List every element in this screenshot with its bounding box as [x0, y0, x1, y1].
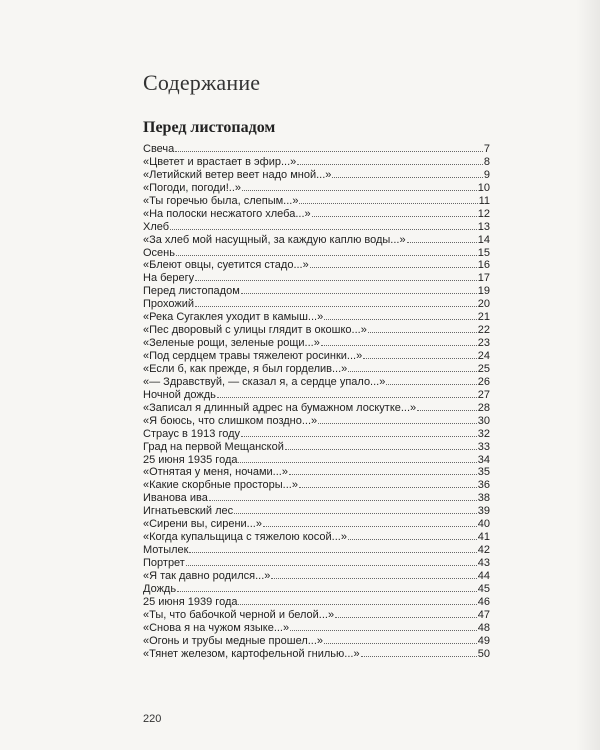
toc-entry-title: «Отнятая у меня, ночами...» — [143, 466, 288, 479]
dot-leader — [368, 324, 477, 333]
toc-entry-page: 46 — [477, 595, 490, 608]
toc-entry-title: Мотылек — [143, 544, 189, 557]
toc-entry[interactable] — [143, 363, 490, 376]
dot-leader — [186, 557, 477, 566]
toc-entry-page: 23 — [477, 337, 490, 350]
dot-leader — [177, 583, 477, 592]
toc-entry[interactable] — [143, 466, 490, 479]
toc-entry[interactable] — [143, 195, 490, 208]
toc-entry[interactable] — [143, 156, 490, 169]
dot-leader — [238, 454, 476, 463]
dot-leader — [332, 169, 482, 178]
toc-entry-page: 20 — [477, 298, 490, 311]
toc-entry-page: 25 — [477, 362, 490, 375]
page-number: 220 — [143, 713, 162, 725]
dot-leader — [238, 596, 476, 605]
toc-entry[interactable] — [143, 272, 490, 285]
toc-entry[interactable] — [143, 479, 490, 492]
dot-leader — [175, 143, 483, 152]
toc-entry[interactable] — [143, 428, 490, 441]
dot-leader — [234, 505, 477, 514]
toc-entry-title: «Пес дворовый с улицы глядит в окошко...» — [143, 324, 367, 337]
toc-entry[interactable] — [143, 298, 490, 311]
toc-entry[interactable] — [143, 596, 490, 609]
toc-entry-page: 16 — [477, 259, 490, 272]
toc-entry-page: 17 — [477, 272, 490, 285]
table-of-contents — [143, 143, 490, 661]
toc-entry-title: «Какие скорбные просторы...» — [143, 479, 298, 492]
toc-entry-title: «Цветет и врастает в эфир...» — [143, 155, 297, 168]
toc-entry-page: 47 — [477, 608, 490, 621]
dot-leader — [241, 428, 477, 437]
toc-entry-title: Дождь — [143, 582, 177, 595]
toc-entry-title: Ночной дождь — [143, 388, 216, 401]
toc-entry-title: «Река Сугаклея уходит в камыш...» — [143, 311, 324, 324]
toc-entry-title: Перед листопадом — [143, 285, 240, 298]
toc-entry-page: 40 — [477, 518, 490, 531]
toc-entry-title: Портрет — [143, 557, 185, 569]
dot-leader — [263, 518, 477, 527]
toc-entry-title: «Ты горечью была, слепым...» — [143, 194, 299, 207]
toc-entry-page: 27 — [477, 388, 490, 401]
dot-leader — [318, 415, 477, 424]
dot-leader — [324, 311, 477, 320]
toc-entry-title: «На полоски несжатого хлеба...» — [143, 207, 311, 220]
toc-entry-page: 14 — [477, 233, 490, 246]
toc-entry-page: 7 — [483, 143, 490, 155]
toc-entry[interactable] — [143, 583, 490, 596]
toc-entry-page: 9 — [483, 168, 490, 181]
toc-entry-title: Свеча — [143, 143, 175, 155]
toc-entry-title: «Я так давно родился...» — [143, 569, 271, 582]
toc-entry[interactable] — [143, 169, 490, 182]
toc-entry-page: 49 — [477, 634, 490, 647]
dot-leader — [290, 622, 477, 631]
toc-entry-title: «Ты, что бабочкой черной и белой...» — [143, 608, 335, 621]
toc-entry-title: 25 июня 1935 года — [143, 453, 238, 466]
dot-leader — [195, 272, 477, 281]
toc-entry-page: 15 — [477, 246, 490, 259]
toc-entry[interactable] — [143, 350, 490, 363]
toc-entry-page: 30 — [477, 414, 490, 427]
toc-entry[interactable] — [143, 311, 490, 324]
dot-leader — [407, 234, 477, 243]
toc-entry-title: «Погоди, погоди!..» — [143, 181, 242, 194]
toc-entry-page: 11 — [478, 194, 490, 207]
toc-entry-title: «Сирени вы, сирени...» — [143, 518, 262, 531]
toc-entry[interactable] — [143, 285, 490, 298]
toc-entry-title: Град на первой Мещанской — [143, 440, 284, 453]
toc-entry-title: Игнатьевский лес — [143, 505, 234, 518]
toc-entry-title: «Летийский ветер веет надо мной...» — [143, 168, 332, 181]
dot-leader — [285, 441, 477, 450]
toc-entry[interactable] — [143, 182, 490, 195]
toc-entry-page: 21 — [477, 311, 490, 324]
toc-entry[interactable] — [143, 402, 490, 415]
toc-entry-title: Хлеб — [143, 220, 170, 233]
toc-entry[interactable] — [143, 531, 490, 544]
toc-entry-page: 39 — [477, 505, 490, 518]
toc-entry[interactable] — [143, 544, 490, 557]
toc-entry-title: «Когда купальщица с тяжелою косой...» — [143, 531, 347, 544]
dot-leader — [363, 350, 477, 359]
dot-leader — [242, 182, 477, 191]
toc-entry-page: 38 — [477, 492, 490, 505]
toc-entry-page: 35 — [477, 466, 490, 479]
dot-leader — [417, 402, 477, 411]
toc-entry-page: 26 — [477, 375, 490, 388]
dot-leader — [189, 544, 476, 553]
toc-entry-page: 44 — [477, 569, 490, 582]
page-edge-shadow — [576, 0, 600, 750]
toc-entry-title: 25 июня 1939 года — [143, 595, 238, 608]
toc-entry-page: 34 — [477, 453, 490, 466]
toc-entry[interactable] — [143, 247, 490, 260]
toc-entry-page: 48 — [477, 621, 490, 634]
toc-entry-page: 28 — [477, 401, 490, 414]
dot-leader — [170, 221, 477, 230]
dot-leader — [386, 376, 476, 385]
toc-entry-title: «Зеленые рощи, зеленые рощи...» — [143, 337, 320, 350]
toc-entry-page: 24 — [477, 350, 490, 362]
toc-entry-title: «Под сердцем травы тяжелеют росинки...» — [143, 350, 363, 362]
contents-heading: Содержание — [143, 70, 261, 95]
toc-entry-title: «Блеют овцы, суетится стадо...» — [143, 259, 309, 272]
toc-entry-title: «Снова я на чужом языке...» — [143, 621, 290, 634]
toc-entry[interactable] — [143, 492, 490, 505]
toc-entry-page: 36 — [477, 479, 490, 492]
toc-entry[interactable] — [143, 622, 490, 635]
toc-entry-title: «— Здравствуй, — сказал я, а сердце упало...» — [143, 375, 386, 388]
dot-leader — [310, 259, 477, 268]
dot-leader — [217, 389, 477, 398]
toc-entry[interactable] — [143, 143, 490, 156]
toc-entry-title: На берегу — [143, 272, 195, 285]
toc-entry-page: 22 — [477, 324, 490, 337]
toc-entry-page: 8 — [483, 155, 490, 168]
toc-entry-page: 43 — [477, 557, 490, 569]
dot-leader — [297, 156, 483, 165]
dot-leader — [289, 466, 477, 475]
toc-entry[interactable] — [143, 221, 490, 234]
toc-entry-title: Иванова ива — [143, 492, 208, 505]
toc-entry[interactable] — [143, 454, 490, 467]
toc-entry[interactable] — [143, 557, 490, 570]
toc-entry-title: «Записал я длинный адрес на бумажном лоскутке...» — [143, 401, 417, 414]
dot-leader — [176, 247, 477, 256]
toc-entry[interactable] — [143, 234, 490, 247]
toc-entry-page: 13 — [477, 220, 490, 233]
toc-entry-page: 50 — [477, 647, 490, 660]
toc-entry[interactable] — [143, 389, 490, 402]
dot-leader — [348, 531, 477, 540]
toc-entry-page: 42 — [477, 544, 490, 557]
dot-leader — [299, 479, 477, 488]
dot-leader — [299, 195, 477, 204]
dot-leader — [241, 285, 477, 294]
dot-leader — [348, 363, 476, 372]
toc-entry-page: 19 — [477, 285, 490, 298]
dot-leader — [321, 337, 477, 346]
dot-leader — [195, 298, 477, 307]
toc-entry-title: Прохожий — [143, 298, 195, 311]
section-title: Перед листопадом — [143, 119, 276, 136]
toc-entry[interactable] — [143, 208, 490, 221]
toc-entry-title: «Если б, как прежде, я был горделив...» — [143, 362, 348, 375]
toc-entry[interactable] — [143, 337, 490, 350]
toc-entry[interactable] — [143, 415, 490, 428]
dot-leader — [324, 635, 477, 644]
toc-entry[interactable] — [143, 324, 490, 337]
toc-entry-title: Страус в 1913 году — [143, 427, 241, 440]
toc-entry-page: 32 — [477, 427, 490, 440]
toc-entry[interactable] — [143, 570, 490, 583]
dot-leader — [361, 648, 477, 657]
dot-leader — [335, 609, 477, 618]
toc-entry-title: «Я боюсь, что слишком поздно...» — [143, 414, 318, 427]
toc-entry[interactable] — [143, 518, 490, 531]
toc-entry-page: 33 — [477, 440, 490, 453]
dot-leader — [312, 208, 477, 217]
toc-entry-page: 12 — [477, 207, 490, 220]
toc-entry[interactable] — [143, 505, 490, 518]
toc-entry[interactable] — [143, 609, 490, 622]
toc-entry[interactable] — [143, 259, 490, 272]
toc-entry-page: 41 — [477, 531, 490, 544]
dot-leader — [271, 570, 476, 579]
toc-entry[interactable] — [143, 635, 490, 648]
toc-entry[interactable] — [143, 376, 490, 389]
toc-entry[interactable] — [143, 441, 490, 454]
toc-entry-title: «За хлеб мой насущный, за каждую каплю воды...» — [143, 233, 406, 246]
toc-entry[interactable] — [143, 648, 490, 661]
toc-entry-page: 45 — [477, 582, 490, 595]
toc-entry-title: «Огонь и трубы медные прошел...» — [143, 634, 324, 647]
toc-entry-title: Осень — [143, 246, 175, 259]
toc-entry-title: «Тянет железом, картофельной гнилью...» — [143, 647, 360, 660]
toc-entry-page: 10 — [477, 181, 490, 194]
dot-leader — [209, 492, 477, 501]
